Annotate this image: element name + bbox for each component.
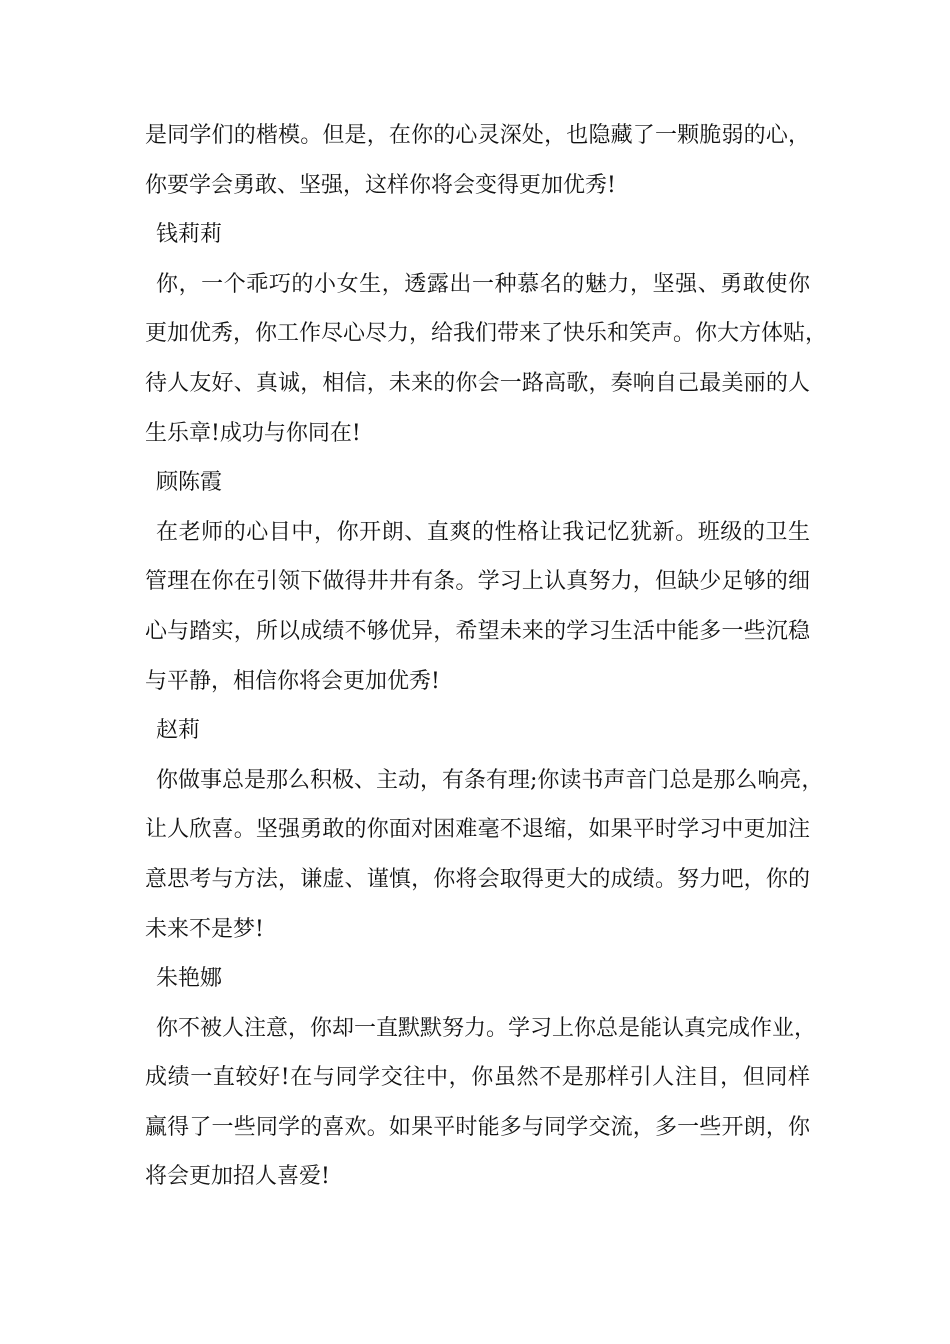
text-line: 在老师的心目中，你开朗、直爽的性格让我记忆犹新。班级的卫生 xyxy=(156,519,810,545)
text-line: 成绩一直较好!在与同学交往中，你虽然不是那样引人注目，但同样 xyxy=(145,1065,810,1091)
text-line: 更加优秀，你工作尽心尽力，给我们带来了快乐和笑声。你大方体贴， xyxy=(145,321,828,347)
student-name: 钱莉莉 xyxy=(156,222,223,248)
text-line: 你，一个乖巧的小女生，透露出一种慕名的魅力，坚强、勇敢使你 xyxy=(156,271,810,297)
document-page xyxy=(145,111,828,1202)
text-line: 你做事总是那么积极、主动，有条有理;你读书声音门总是那么响亮， xyxy=(156,767,824,793)
text-line: 待人友好、真诚，相信，未来的你会一路高歌，奏响自己最美丽的人 xyxy=(145,370,810,396)
text-line: 赢得了一些同学的喜欢。如果平时能多与同学交流，多一些开朗，你 xyxy=(145,1114,810,1140)
student-name: 顾陈霞 xyxy=(156,470,223,496)
text-line: 你要学会勇敢、坚强，这样你将会变得更加优秀! xyxy=(145,172,616,198)
student-name: 赵莉 xyxy=(156,718,201,744)
text-line: 未来不是梦! xyxy=(145,916,264,942)
text-line: 将会更加招人喜爱! xyxy=(145,1164,330,1190)
text-line: 管理在你在引领下做得井井有条。学习上认真努力，但缺少足够的细 xyxy=(145,569,810,595)
text-line: 心与踏实，所以成绩不够优异，希望未来的学习生活中能多一些沉稳 xyxy=(145,618,810,644)
text-line: 生乐章!成功与你同在! xyxy=(145,420,361,446)
text-line: 你不被人注意，你却一直默默努力。学习上你总是能认真完成作业， xyxy=(156,1015,817,1041)
text-line: 是同学们的楷模。但是，在你的心灵深处，也隐藏了一颗脆弱的心， xyxy=(145,123,810,148)
student-name: 朱艳娜 xyxy=(156,966,223,992)
text-line: 意思考与方法，谦虚、谨慎，你将会取得更大的成绩。努力吧，你的 xyxy=(145,866,810,892)
text-line: 与平静，相信你将会更加优秀! xyxy=(145,668,440,694)
text-line: 让人欣喜。坚强勇敢的你面对困难毫不退缩，如果平时学习中更加注 xyxy=(145,817,810,843)
